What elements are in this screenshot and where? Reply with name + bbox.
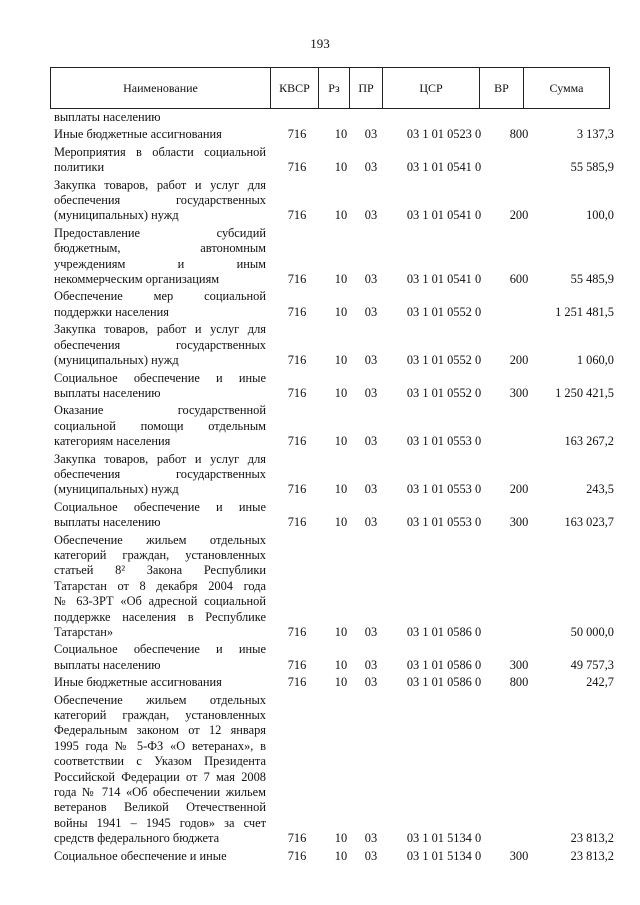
row-name-line: учреждениям и иным: [54, 256, 266, 271]
row-name: [54, 127, 266, 142]
row-name: [54, 371, 266, 402]
header-pr: ПР: [349, 68, 382, 108]
row-name-line: поддержке населения в Республике: [54, 609, 266, 624]
row-vr: 300: [509, 385, 529, 400]
row-name-line: статьей 8² Закона Республики: [54, 563, 266, 578]
header-sum: Сумма: [523, 68, 609, 108]
row-csr: 03 1 01 0552 0: [406, 385, 482, 400]
row-name-line: Закупка товаров, работ и услуг для: [54, 322, 266, 337]
row-csr: 03 1 01 0586 0: [406, 625, 482, 639]
table-row: [54, 452, 614, 498]
row-pr: 03: [364, 848, 378, 863]
row-pr: 03: [364, 482, 378, 497]
row-rz: 10: [334, 482, 348, 497]
row-kvsr: 716: [287, 831, 307, 846]
row-csr: 03 1 01 0541 0: [406, 208, 482, 223]
row-name-line: Иные бюджетные ассигнования: [54, 127, 222, 142]
row-rz: 10: [334, 160, 348, 175]
row-kvsr: 716: [287, 482, 307, 497]
row-pr: 03: [364, 353, 378, 368]
row-vr: 200: [509, 482, 529, 497]
row-name-line: (муниципальных) нужд: [54, 353, 179, 368]
row-csr: 03 1 01 0552 0: [406, 304, 482, 319]
row-csr: 03 1 01 5134 0: [406, 848, 482, 863]
row-rz: 10: [334, 831, 348, 846]
row-name-line: выплаты населению: [54, 110, 161, 124]
row-kvsr: 716: [287, 385, 307, 400]
row-name: [54, 849, 266, 864]
row-name-line: Иные бюджетные ассигнования: [54, 675, 222, 690]
row-name-line: обеспечения государственных: [54, 466, 266, 481]
row-name: [54, 533, 266, 641]
row-rz: 10: [334, 675, 348, 690]
row-name: [54, 500, 266, 531]
row-name: [54, 145, 266, 176]
row-name-line: Российской Федерации от 7 мая 2008: [54, 769, 266, 784]
row-vr: 600: [509, 272, 529, 287]
row-csr: 03 1 01 5134 0: [406, 831, 482, 846]
row-name-line: средств федерального бюджета: [54, 831, 220, 846]
row-name-line: категориям населения: [54, 434, 171, 449]
row-kvsr: 716: [287, 848, 307, 863]
row-rz: 10: [334, 625, 348, 639]
page-number: 193: [310, 36, 330, 51]
table-row: [54, 693, 614, 847]
row-pr: 03: [364, 127, 378, 142]
row-sum: 55 485,9: [570, 272, 614, 287]
row-vr: 300: [509, 848, 529, 863]
table-row: [54, 403, 614, 449]
row-kvsr: 716: [287, 675, 307, 690]
row-sum: 49 757,3: [570, 657, 614, 672]
row-kvsr: 716: [287, 353, 307, 368]
row-name-line: выплаты населению: [54, 515, 161, 530]
row-name-line: Мероприятия в области социальной: [54, 144, 266, 159]
row-sum: 50 000,0: [570, 625, 614, 639]
row-name-line: года № 714 «Об обеспечении жильем: [54, 785, 266, 800]
row-name-line: Татарстан»: [54, 625, 114, 639]
header-vr: ВР: [479, 68, 523, 108]
row-sum: 100,0: [586, 208, 614, 223]
row-name-line: Обеспечение жильем отдельных: [54, 532, 266, 547]
row-name-line: Предоставление субсидий: [54, 225, 266, 240]
row-name-line: выплаты населению: [54, 657, 161, 672]
row-pr: 03: [364, 385, 378, 400]
row-name-line: бюджетным, автономным: [54, 241, 266, 256]
row-sum: 1 251 481,5: [555, 304, 614, 319]
table-row: [54, 127, 614, 142]
row-rz: 10: [334, 385, 348, 400]
row-name-line: обеспечения государственных: [54, 337, 266, 352]
table-row: [54, 533, 614, 641]
row-vr: 800: [509, 675, 529, 690]
row-name-line: № 63-ЗРТ «Об адресной социальной: [54, 594, 266, 609]
row-pr: 03: [364, 625, 378, 639]
row-csr: 03 1 01 0541 0: [406, 160, 482, 175]
row-name: [54, 322, 266, 368]
table-row: [54, 289, 614, 320]
row-name-line: Обеспечение мер социальной: [54, 289, 266, 304]
table-row: [54, 322, 614, 368]
row-name-line: Социальное обеспечение и иные: [54, 499, 266, 514]
row-vr: 800: [509, 127, 529, 142]
header-csr: ЦСР: [382, 68, 479, 108]
row-sum: 23 813,2: [570, 831, 614, 846]
row-name-line: социальной помощи отдельным: [54, 418, 266, 433]
table-row: [54, 226, 614, 288]
table-body: [54, 110, 614, 864]
row-rz: 10: [334, 848, 348, 863]
row-kvsr: 716: [287, 272, 307, 287]
row-pr: 03: [364, 272, 378, 287]
row-sum: 23 813,2: [570, 848, 614, 863]
table-row: [54, 371, 614, 402]
row-name: [54, 110, 266, 125]
row-pr: 03: [364, 160, 378, 175]
row-name: [54, 642, 266, 673]
table-row: [54, 500, 614, 531]
row-pr: 03: [364, 515, 378, 530]
row-sum: 1 250 421,5: [555, 385, 614, 400]
header-rz: Рз: [318, 68, 349, 108]
row-name-line: выплаты населению: [54, 385, 161, 400]
table-row: [54, 178, 614, 224]
row-csr: 03 1 01 0541 0: [406, 272, 482, 287]
row-name-line: ветеранов Великой Отечественной: [54, 800, 266, 815]
row-sum: 242,7: [586, 675, 614, 690]
table-row: [54, 642, 614, 673]
row-name-line: Социальное обеспечение и иные: [54, 642, 266, 657]
row-csr: 03 1 01 0553 0: [406, 434, 482, 449]
row-kvsr: 716: [287, 208, 307, 223]
row-kvsr: 716: [287, 515, 307, 530]
row-name-line: поддержки населения: [54, 304, 170, 319]
row-rz: 10: [334, 657, 348, 672]
row-name-line: Федеральным законом от 12 января: [54, 723, 266, 738]
row-name-line: 1995 года № 5-ФЗ «О ветеранах», в: [54, 738, 266, 753]
table-row: [54, 110, 614, 125]
header-name: Наименование: [123, 80, 198, 95]
row-rz: 10: [334, 208, 348, 223]
row-name-line: политики: [54, 160, 105, 175]
row-name-line: Социальное обеспечение и иные: [54, 370, 266, 385]
header-kvsr: КВСР: [270, 68, 318, 108]
row-name: [54, 226, 266, 288]
row-name-line: Социальное обеспечение и иные: [54, 848, 227, 863]
row-csr: 03 1 01 0586 0: [406, 657, 482, 672]
row-csr: 03 1 01 0552 0: [406, 353, 482, 368]
row-pr: 03: [364, 434, 378, 449]
row-csr: 03 1 01 0553 0: [406, 515, 482, 530]
row-sum: 55 585,9: [570, 160, 614, 175]
table-header: [50, 67, 610, 109]
row-pr: 03: [364, 657, 378, 672]
table-row: [54, 849, 614, 864]
row-csr: 03 1 01 0523 0: [406, 127, 482, 142]
row-rz: 10: [334, 127, 348, 142]
row-kvsr: 716: [287, 304, 307, 319]
row-rz: 10: [334, 272, 348, 287]
row-csr: 03 1 01 0586 0: [406, 675, 482, 690]
row-name-line: категорий граждан, установленных: [54, 708, 266, 723]
row-name-line: войны 1941 – 1945 годов» за счет: [54, 815, 266, 830]
table-row: [54, 675, 614, 690]
row-name-line: Обеспечение жильем отдельных: [54, 692, 266, 707]
row-sum: 243,5: [586, 482, 614, 497]
row-name-line: Закупка товаров, работ и услуг для: [54, 451, 266, 466]
row-csr: 03 1 01 0553 0: [406, 482, 482, 497]
row-kvsr: 716: [287, 160, 307, 175]
row-rz: 10: [334, 304, 348, 319]
row-vr: 300: [509, 657, 529, 672]
row-name: [54, 289, 266, 320]
row-sum: 163 023,7: [564, 515, 614, 530]
row-name-line: некоммерческим организациям: [54, 272, 220, 287]
row-name: [54, 675, 266, 690]
row-sum: 163 267,2: [564, 434, 614, 449]
row-rz: 10: [334, 434, 348, 449]
row-name: [54, 693, 266, 847]
row-name-line: Татарстан от 8 декабря 2004 года: [54, 578, 266, 593]
row-kvsr: 716: [287, 657, 307, 672]
row-name-line: Закупка товаров, работ и услуг для: [54, 177, 266, 192]
row-pr: 03: [364, 208, 378, 223]
row-sum: 1 060,0: [576, 353, 614, 368]
row-name-line: (муниципальных) нужд: [54, 208, 179, 223]
row-rz: 10: [334, 515, 348, 530]
row-kvsr: 716: [287, 127, 307, 142]
row-name-line: обеспечения государственных: [54, 193, 266, 208]
row-name: [54, 178, 266, 224]
row-kvsr: 716: [287, 625, 307, 639]
table-row: [54, 145, 614, 176]
row-pr: 03: [364, 831, 378, 846]
row-vr: 300: [509, 515, 529, 530]
row-sum: 3 137,3: [576, 127, 614, 142]
row-name-line: Оказание государственной: [54, 403, 266, 418]
row-vr: 200: [509, 208, 529, 223]
row-name-line: категорий граждан, установленных: [54, 547, 266, 562]
row-name-line: (муниципальных) нужд: [54, 482, 179, 497]
row-pr: 03: [364, 675, 378, 690]
row-vr: 200: [509, 353, 529, 368]
row-name-line: соответствии с Указом Президента: [54, 754, 266, 769]
row-name: [54, 403, 266, 449]
row-name: [54, 452, 266, 498]
row-kvsr: 716: [287, 434, 307, 449]
row-rz: 10: [334, 353, 348, 368]
row-pr: 03: [364, 304, 378, 319]
